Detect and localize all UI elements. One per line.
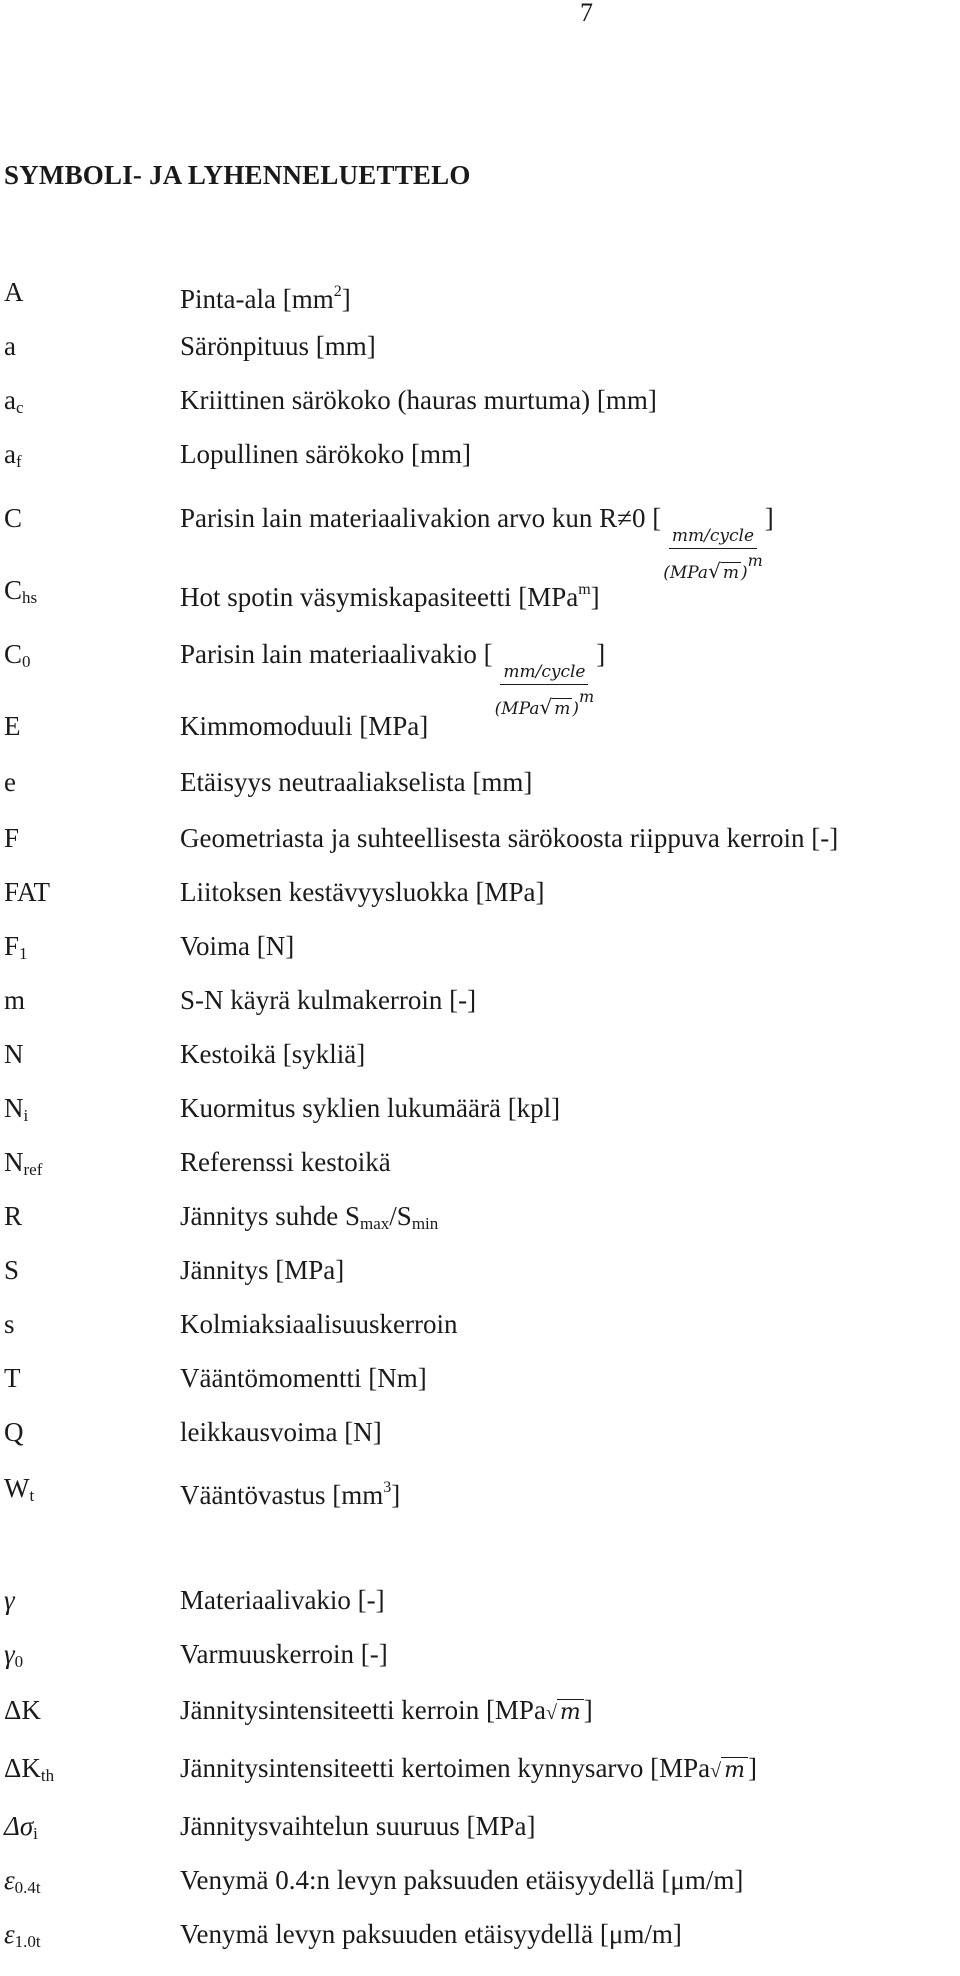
list-item bbox=[0, 1412, 960, 1452]
list-item bbox=[0, 1860, 960, 1900]
list-item bbox=[0, 872, 960, 912]
description: Venymä levyn paksuuden etäisyydellä [μm/m] bbox=[180, 1919, 682, 1949]
symbol: $a_f$ bbox=[4, 439, 22, 471]
description: Varmuuskerroin [-] bbox=[180, 1639, 388, 1669]
list-item bbox=[0, 1088, 960, 1128]
symbol: A bbox=[4, 277, 24, 307]
symbol: S bbox=[4, 1255, 20, 1285]
list-item bbox=[0, 326, 960, 366]
description: Kuormitus syklien lukumäärä [kpl] bbox=[180, 1093, 561, 1123]
description: Jännitysintensiteetti kertoimen kynnysarvo [MPa√ m ] bbox=[180, 1753, 758, 1783]
list-item bbox=[0, 1468, 960, 1508]
symbol: E bbox=[4, 711, 21, 741]
description: Jännitysvaihtelun suuruus [MPa] bbox=[180, 1811, 536, 1841]
list-item bbox=[0, 1250, 960, 1290]
description: Referenssi kestoikä bbox=[180, 1147, 391, 1177]
symbol: $\Delta K_{th}$ bbox=[4, 1753, 55, 1785]
list-item bbox=[0, 1690, 960, 1730]
list-item bbox=[0, 272, 960, 312]
description: Jännitys [MPa] bbox=[180, 1255, 345, 1285]
description: Vääntövastus $[mm^3]$ bbox=[180, 1479, 401, 1510]
description: Parisin lain materiaalivakio [ $\frac{\text{mm/cycle}}{\text{(MPa√ m )m}}$ ] bbox=[180, 639, 606, 719]
unit-fraction: $\frac{\text{mm/cycle}}{\text{(MPa√ m )m}}$ bbox=[494, 662, 595, 719]
symbol: R bbox=[4, 1201, 23, 1231]
description: Etäisyys neutraaliakselista [mm] bbox=[180, 767, 533, 797]
description: Pinta-ala $[mm^2]$ bbox=[180, 283, 351, 314]
description: Liitoksen kestävyysluokka [MPa] bbox=[180, 877, 545, 907]
list-item bbox=[0, 1806, 960, 1846]
list-item bbox=[0, 926, 960, 966]
symbol: m bbox=[4, 985, 26, 1015]
list-item bbox=[0, 1914, 960, 1954]
list-item bbox=[0, 1358, 960, 1398]
description: S-N käyrä kulmakerroin [-] bbox=[180, 985, 477, 1015]
list-item bbox=[0, 1748, 960, 1788]
list-item bbox=[0, 980, 960, 1020]
symbol: N bbox=[4, 1039, 24, 1069]
page-title: SYMBOLI- JA LYHENNELUETTELO bbox=[4, 160, 471, 190]
symbol: s bbox=[4, 1309, 15, 1339]
list-item bbox=[0, 570, 960, 610]
symbol: C bbox=[4, 503, 23, 533]
symbol: FAT bbox=[4, 877, 51, 907]
description: Kimmomoduuli [MPa] bbox=[180, 711, 429, 741]
unit-fraction: $\frac{\text{mm/cycle}}{\text{(MPa√ m )m}}$ bbox=[663, 526, 763, 583]
symbol: $W_t$ bbox=[4, 1473, 35, 1505]
list-item bbox=[0, 1196, 960, 1236]
symbol: $\Delta\sigma_i$ bbox=[4, 1811, 38, 1843]
list-item bbox=[0, 1142, 960, 1182]
list-item bbox=[0, 1634, 960, 1674]
description: Jännitys suhde $S_{max}/S_{min}$ bbox=[180, 1201, 439, 1233]
description: leikkausvoima [N] bbox=[180, 1417, 382, 1447]
description: Särönpituus [mm] bbox=[180, 331, 376, 361]
symbol: F bbox=[4, 823, 20, 853]
description: Voima [N] bbox=[180, 931, 295, 961]
description: Kestoikä [sykliä] bbox=[180, 1039, 366, 1069]
symbol: $N_{ref}$ bbox=[4, 1147, 43, 1179]
symbol: $C_{hs}$ bbox=[4, 575, 38, 607]
description: Kriittinen särökoko (hauras murtuma) [mm] bbox=[180, 385, 657, 415]
symbol: Q bbox=[4, 1417, 24, 1447]
list-item bbox=[0, 434, 960, 474]
list-item bbox=[0, 1034, 960, 1074]
symbol: $F_1$ bbox=[4, 931, 28, 963]
page-number: 7 bbox=[580, 0, 593, 27]
description: Hot spotin väsymiskapasiteetti [MPa$^m$] bbox=[180, 581, 600, 612]
description: Parisin lain materiaalivakion arvo kun R≠0 [ $\frac{\text{mm/cycle}}{\text{(MPa√ m )m}}$ ] bbox=[180, 503, 774, 583]
description: Jännitysintensiteetti kerroin [MPa√ m ] bbox=[180, 1695, 593, 1725]
symbol: γ bbox=[4, 1585, 15, 1615]
symbol: a bbox=[4, 331, 16, 361]
symbol: T bbox=[4, 1363, 21, 1393]
symbol: $\varepsilon_{1.0t}$ bbox=[4, 1919, 41, 1951]
symbol: e bbox=[4, 767, 16, 797]
list-item bbox=[0, 762, 960, 802]
list-item bbox=[0, 380, 960, 420]
symbol: $\gamma_0$ bbox=[4, 1639, 24, 1671]
list-item bbox=[0, 1304, 960, 1344]
symbol: $\varepsilon_{0.4t}$ bbox=[4, 1865, 41, 1897]
list-item bbox=[0, 1580, 960, 1620]
list-item bbox=[0, 818, 960, 858]
description: Geometriasta ja suhteellisesta särökoosta riippuva kerroin [-] bbox=[180, 823, 839, 853]
description: Materiaalivakio [-] bbox=[180, 1585, 385, 1615]
list-item bbox=[0, 498, 960, 583]
symbol: $a_c$ bbox=[4, 385, 24, 417]
description: Venymä 0.4:n levyn paksuuden etäisyydellä [μm/m] bbox=[180, 1865, 744, 1895]
symbol: $N_i$ bbox=[4, 1093, 29, 1125]
description: Lopullinen särökoko [mm] bbox=[180, 439, 471, 469]
symbol: $C_0$ bbox=[4, 639, 31, 671]
list-item bbox=[0, 634, 960, 719]
description: Kolmiaksiaalisuuskerroin bbox=[180, 1309, 458, 1339]
symbol: ΔK bbox=[4, 1695, 41, 1725]
list-item bbox=[0, 706, 960, 746]
description: Vääntömomentti [Nm] bbox=[180, 1363, 427, 1393]
